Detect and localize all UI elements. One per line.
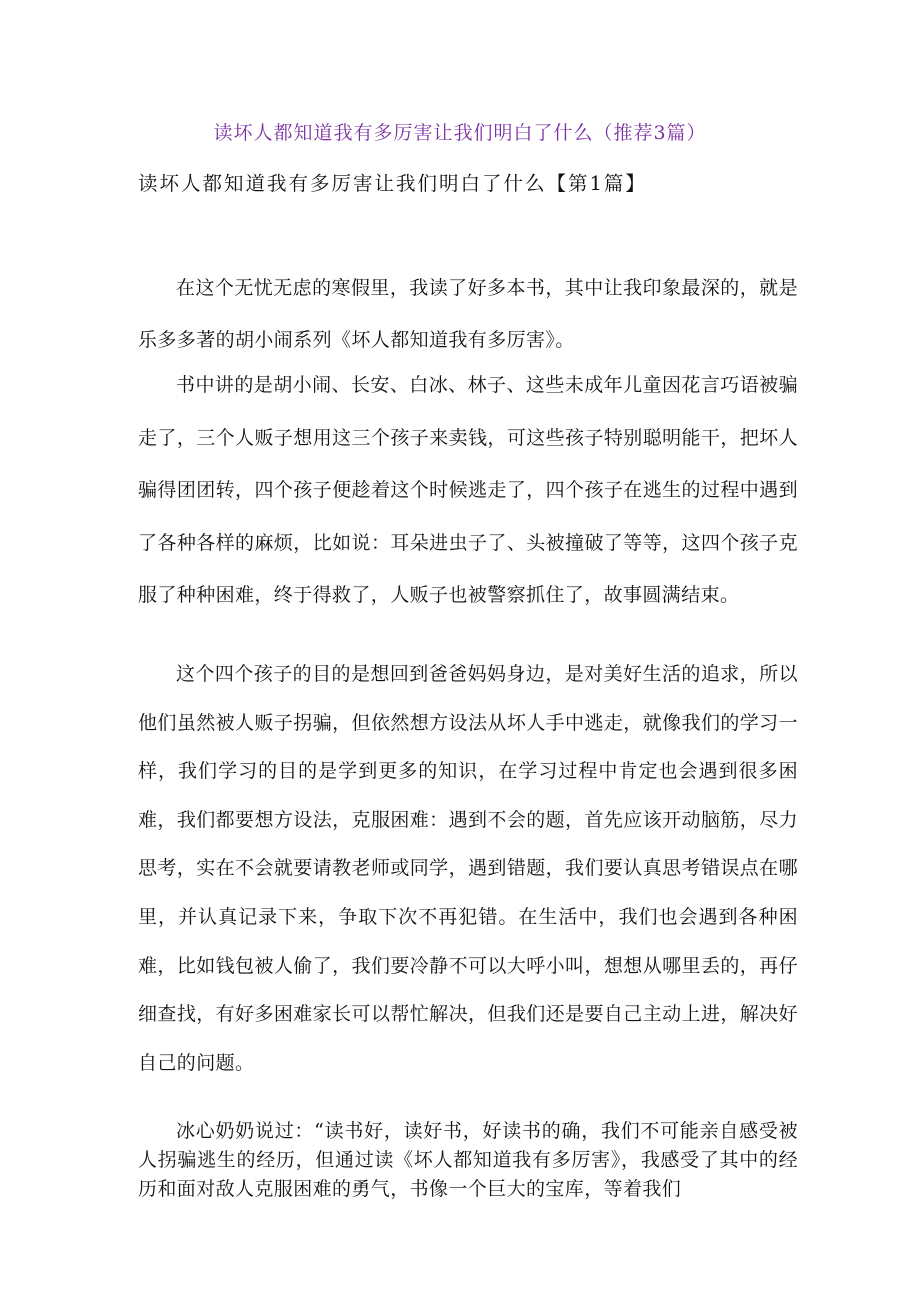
paragraph-1: 在这个无忧无虑的寒假里，我读了好多本书，其中让我印象最深的，就是乐多多著的胡小闹系列《坏人都知道我有多厉害》。: [138, 277, 798, 351]
paragraph-3: 这个四个孩子的目的是想回到爸爸妈妈身边，是对美好生活的追求，所以他们虽然被人贩子拐骗，但依然想方设法从坏人手中逃走，就像我们的学习一样，我们学习的目的是学到更多的知识，在学习过程中肯定也会遇到很多困难，我们都要想方设法，克服困难：遇到不会的题，首先应该开动脑筋，尽力思考，实在不会就要请教老师或同学，遇到错题，我们要认真思考错误点在哪里，并认真记录下来，争取下次不再犯错。在生活中，我们也会遇到各种困难，比如钱包被人偷了，我们要冷静不可以大呼小叫，想想从哪里丢的，再仔细查找，有好多困难家长可以帮忙解决，但我们还是要自己主动上进，解决好自己的问题。: [138, 663, 798, 1074]
section-heading: 读坏人都知道我有多厉害让我们明白了什么【第1篇】: [138, 172, 647, 195]
paragraph-2: 书中讲的是胡小闹、长安、白冰、林子、这些未成年儿童因花言巧语被骗走了，三个人贩子想用这三个孩子来卖钱，可这些孩子特别聪明能干，把坏人骗得团团转，四个孩子便趁着这个时候逃走了，四个孩子在逃生的过程中遇到了各种各样的麻烦，比如说：耳朵进虫子了、头被撞破了等等，这四个孩子克服了种种困难，终于得救了，人贩子也被警察抓住了，故事圆满结束。: [138, 374, 798, 607]
document-title: 读坏人都知道我有多厉害让我们明白了什么（推荐3篇）: [213, 122, 707, 144]
paragraph-4: 冰心奶奶说过：“读书好，读好书，好读书的确，我们不可能亲自感受被人拐骗逃生的经历，但通过读《坏人都知道我有多厉害》，我感受了其中的经历和面对敌人克服困难的勇气，书像一个巨大的宝库，等着我们: [138, 1120, 798, 1200]
